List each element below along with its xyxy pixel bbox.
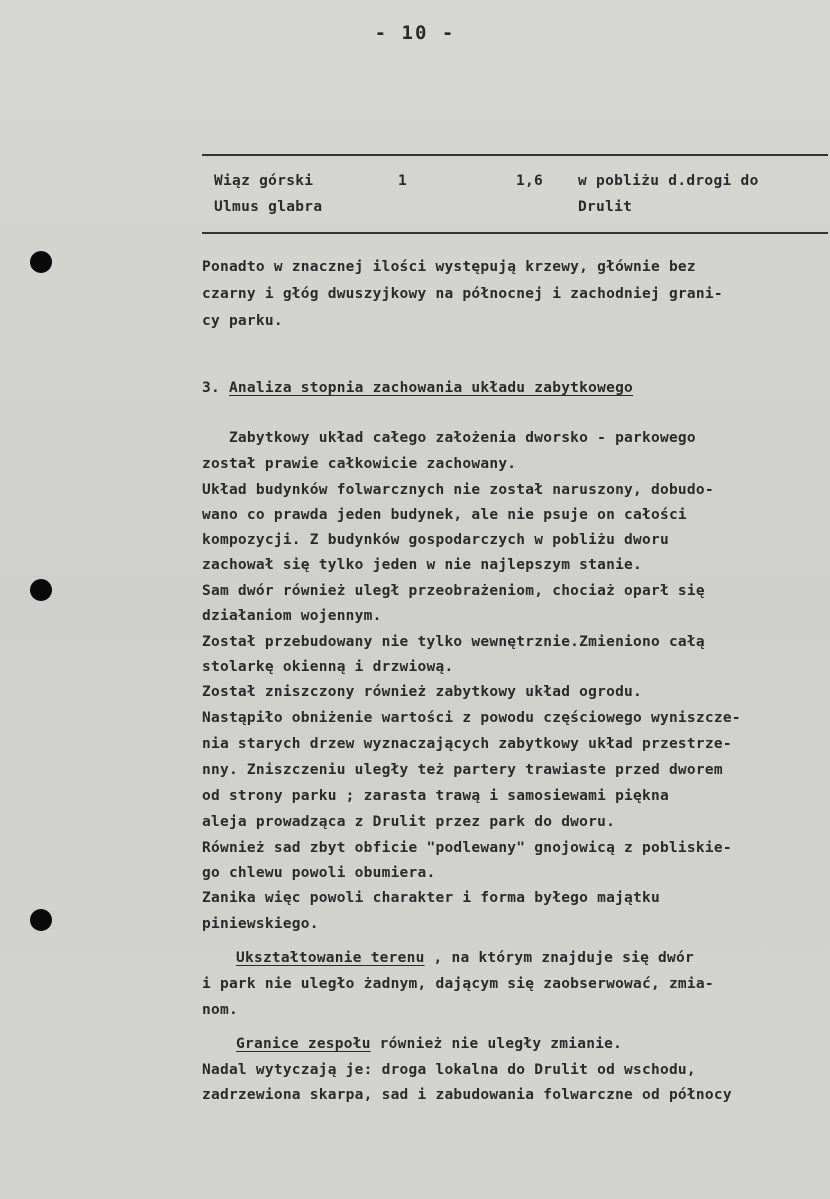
punch-hole: [30, 579, 52, 601]
table-bottom-rule: [202, 232, 828, 234]
section-title: Analiza stopnia zachowania układu zabytkowego: [228, 380, 634, 396]
punch-hole: [30, 909, 52, 931]
body-line: i park nie uległo żadnym, dającym się zaobserwować, zmia-: [202, 976, 714, 992]
species-name-polish: Wiąz górski: [214, 173, 314, 189]
body-line: Również sad zbyt obficie "podlewany" gnojowicą z pobliskie-: [202, 840, 732, 856]
body-line: Został zniszczony również zabytkowy układ ogrodu.: [202, 684, 643, 700]
body-line: Zanika więc powoli charakter i forma byłego majątku: [202, 890, 660, 906]
species-name-latin: Ulmus glabra: [214, 199, 323, 215]
body-line: zadrzewiona skarpa, sad i zabudowania folwarczne od północy: [202, 1087, 732, 1103]
body-line: wano co prawda jeden budynek, ale nie psuje on całości: [202, 507, 687, 523]
terrain-paragraph-first-line: [236, 950, 694, 966]
tree-location-cont: Drulit: [578, 199, 633, 215]
body-line: Ponadto w znacznej ilości występują krzewy, głównie bez: [202, 259, 696, 275]
body-line: piniewskiego.: [202, 916, 319, 932]
body-line: nom.: [202, 1002, 238, 1018]
trunk-value: 1,6: [516, 173, 544, 189]
body-line: nia starych drzew wyznaczających zabytkowy układ przestrze-: [202, 736, 732, 752]
section-number: 3.: [202, 380, 220, 396]
terrain-heading: Ukształtowanie terenu: [236, 950, 425, 966]
body-line: Zabytkowy układ całego założenia dworsko - parkowego: [202, 430, 696, 446]
body-line: aleja prowadząca z Drulit przez park do dworu.: [202, 814, 616, 830]
page-number: - 10 -: [374, 22, 456, 44]
body-line: cy parku.: [202, 313, 283, 329]
section-heading: [202, 380, 633, 396]
body-line: działaniom wojennym.: [202, 608, 382, 624]
body-line: Nadal wytyczają je: droga lokalna do Drulit od wschodu,: [202, 1062, 696, 1078]
body-line: stolarkę okienną i drzwiową.: [202, 659, 454, 675]
body-line: został prawie całkowicie zachowany.: [202, 456, 517, 472]
body-line: czarny i głóg dwuszyjkowy na północnej i zachodniej grani-: [202, 286, 723, 302]
body-line: Sam dwór również uległ przeobrażeniom, chociaż oparł się: [202, 583, 705, 599]
tree-location: w pobliżu d.drogi do: [578, 173, 759, 189]
boundaries-heading: Granice zespołu: [236, 1036, 371, 1052]
body-line: Nastąpiło obniżenie wartości z powodu częściowego wyniszcze-: [202, 710, 741, 726]
boundaries-paragraph-first-line: [236, 1036, 622, 1052]
body-line: zachował się tylko jeden w nie najlepszym stanie.: [202, 557, 643, 573]
punch-hole: [30, 251, 52, 273]
body-line: kompozycji. Z budynków gospodarczych w pobliżu dworu: [202, 532, 669, 548]
body-line: go chlewu powoli obumiera.: [202, 865, 436, 881]
table-top-rule: [202, 154, 828, 156]
terrain-text: , na którym znajduje się dwór: [424, 950, 694, 966]
body-line: Został przebudowany nie tylko wewnętrznie.Zmieniono całą: [202, 634, 705, 650]
tree-count: 1: [398, 173, 408, 189]
body-line: Układ budynków folwarcznych nie został naruszony, dobudo-: [202, 482, 714, 498]
body-line: od strony parku ; zarasta trawą i samosiewami piękna: [202, 788, 669, 804]
body-line: nny. Zniszczeniu uległy też partery trawiaste przed dworem: [202, 762, 723, 778]
boundaries-text: również nie uległy zmianie.: [370, 1036, 623, 1052]
